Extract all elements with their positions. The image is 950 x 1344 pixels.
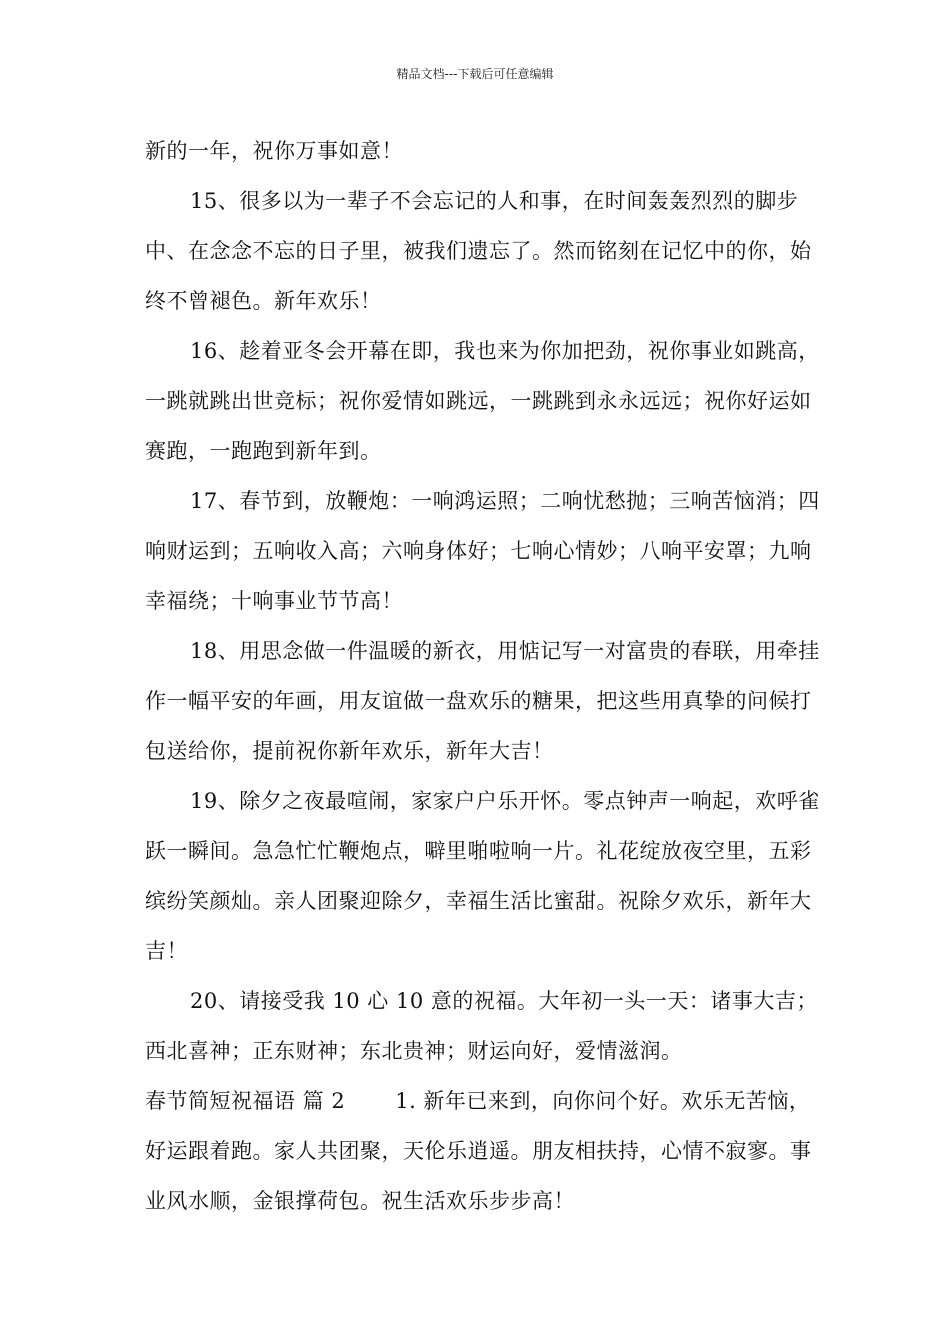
paragraph-16: 16、趁着亚冬会开幕在即，我也来为你加把劲，祝你事业如跳高，一跳就跳出世竞标；祝你爱情如跳远，一跳跳到永永远远；祝你好运如赛跑，一跑跑到新年到。 — [145, 339, 820, 463]
paragraph-18: 18、用思念做一件温暖的新衣，用惦记写一对富贵的春联，用牵挂作一幅平安的年画，用友谊做一盘欢乐的糖果，把这些用真挚的问候打包送给你，提前祝你新年欢乐，新年大吉！ — [145, 639, 820, 763]
section-title: 春节简短祝福语 篇 2 — [145, 1089, 346, 1113]
page-header: 精品文档---下载后可任意编辑 — [396, 67, 554, 81]
document-body — [145, 126, 820, 1226]
section-2-item-1: 1. 新年已来到，向你问个好。欢乐无苦恼，好运跟着跑。家人共团聚，天伦乐逍遥。朋友相扶持，心情不寂寥。事业风水顺，金银撑荷包。祝生活欢乐步步高！ — [145, 1089, 812, 1213]
section-2-paragraph — [145, 1076, 820, 1226]
paragraph-15: 15、很多以为一辈子不会忘记的人和事，在时间轰轰烈烈的脚步中、在念念不忘的日子里，被我们遗忘了。然而铭刻在记忆中的你，始终不曾褪色。新年欢乐！ — [145, 189, 812, 313]
paragraph-19: 19、除夕之夜最喧闹，家家户户乐开怀。零点钟声一响起，欢呼雀跃一瞬间。急急忙忙鞭炮点，噼里啪啦响一片。礼花绽放夜空里，五彩缤纷笑颜灿。亲人团聚迎除夕，幸福生活比蜜甜。祝除夕欢乐，新年大吉！ — [145, 789, 820, 963]
paragraph-20: 20、请接受我 10 心 10 意的祝福。大年初一头一天：诸事大吉；西北喜神；正东财神；东北贵神；财运向好，爱情滋润。 — [145, 989, 818, 1063]
paragraph-17: 17、春节到，放鞭炮：一响鸿运照；二响忧愁抛；三响苦恼消；四响财运到；五响收入高；六响身体好；七响心情妙；八响平安罩；九响幸福绕；十响事业节节高！ — [145, 489, 820, 613]
paragraph-continuation: 新的一年，祝你万事如意！ — [145, 139, 403, 163]
